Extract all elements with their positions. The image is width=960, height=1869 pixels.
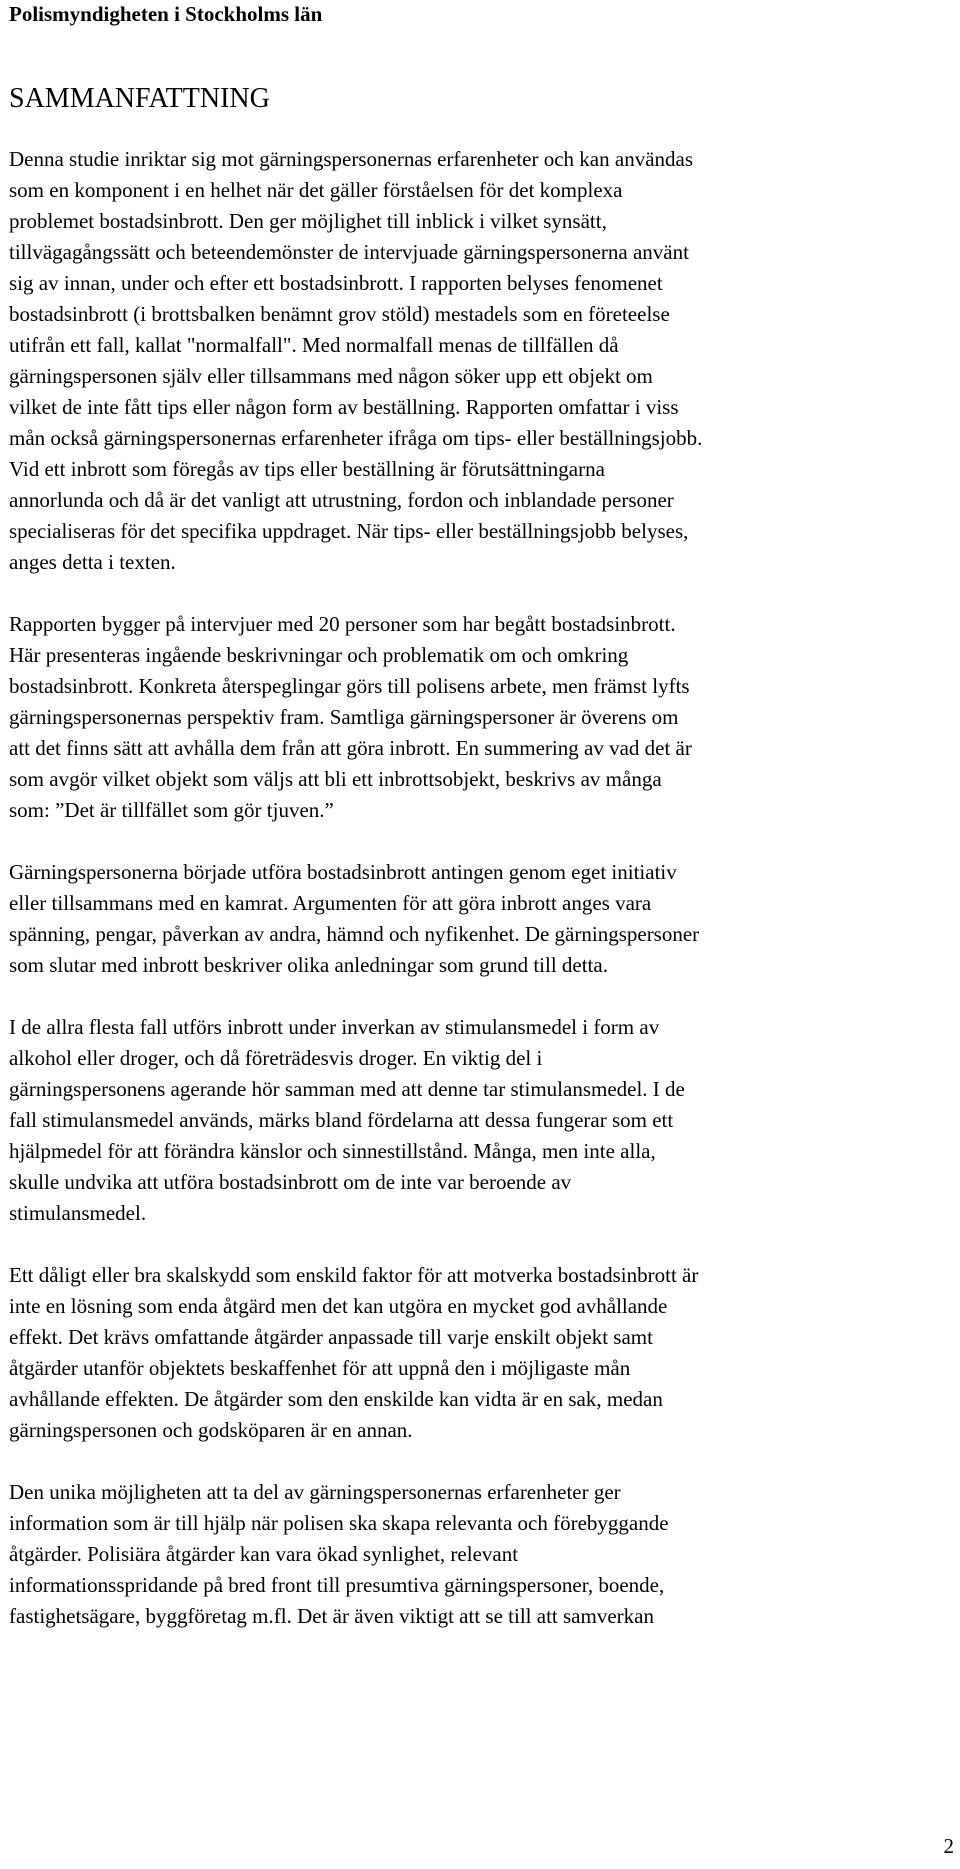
paragraph: Rapporten bygger på intervjuer med 20 personer som har begått bostadsinbrott. Här presenteras ingående beskrivningar och problematik om och omkring bostadsinbrott. Konkreta återspeglingar görs till polisens arbete, men främst lyfts gärningspersonernas perspektiv fram. Samtliga gärningspersoner är överens om att det finns sätt att avhålla dem från att göra inbrott. En summering av vad det är som avgör vilket objekt som väljs att bli ett inbrottsobjekt, beskrivs av många som: ”Det är tillfället som gör tjuven.” bbox=[9, 612, 692, 822]
paragraph: Den unika möjligheten att ta del av gärningspersonernas erfarenheter ger information som är till hjälp när polisen ska skapa relevanta och förebyggande åtgärder. Polisiära åtgärder kan vara ökad synlighet, relevant informationsspridande på bred front till presumtiva gärningspersoner, boende, fastighetsägare, byggföretag m.fl. Det är även viktigt att se till att samverkan bbox=[9, 1480, 669, 1628]
paragraph: Gärningspersonerna började utföra bostadsinbrott antingen genom eget initiativ eller tillsammans med en kamrat. Argumenten för att göra inbrott anges vara spänning, pengar, påverkan av andra, hämnd och nyfikenhet. De gärningspersoner som slutar med inbrott beskriver olika anledningar som grund till detta. bbox=[9, 860, 700, 977]
paragraph: Ett dåligt eller bra skalskydd som enskild faktor för att motverka bostadsinbrott är inte en lösning som enda åtgärd men det kan utgöra en mycket god avhållande effekt. Det krävs omfattande åtgärder anpassade till varje enskilt objekt samt åtgärder utanför objektets beskaffenhet för att uppnå den i möjligaste mån avhållande effekten. De åtgärder som den enskilde kan vidta är en sak, medan gärningspersonen och godsköparen är en annan. bbox=[9, 1263, 699, 1442]
paragraph: I de allra flesta fall utförs inbrott under inverkan av stimulansmedel i form av alkohol eller droger, och då företrädesvis droger. En viktig del i gärningspersonens agerande hör samman med att denne tar stimulansmedel. I de fall stimulansmedel används, märks bland fördelarna att dessa fungerar som ett hjälpmedel för att förändra känslor och sinnestillstånd. Många, men inte alla, skulle undvika att utföra bostadsinbrott om de inte var beroende av stimulansmedel. bbox=[9, 1015, 685, 1225]
page-number: 2 bbox=[943, 1834, 954, 1858]
paragraph: Denna studie inriktar sig mot gärningspersonernas erfarenheter och kan användas som en komponent i en helhet när det gäller förståelsen för det komplexa problemet bostadsinbrott. Den ger möjlighet till inblick i vilket synsätt, tillvägagångssätt och beteendemönster de intervjuade gärningspersonerna använt sig av innan, under och efter ett bostadsinbrott. I rapporten belyses fenomenet bostadsinbrott (i brottsbalken benämnt grov stöld) mestadels som en företeelse utifrån ett fall, kallat "normalfall". Med normalfall menas de tillfällen då gärningspersonen själv eller tillsammans med någon söker upp ett objekt om vilket de inte fått tips eller någon form av beställning. Rapporten omfattar i viss mån också gärningspersonernas erfarenheter ifråga om tips- eller beställningsjobb. Vid ett inbrott som föregås av tips eller beställning är förutsättningarna annorlunda och då är det vanligt att utrustning, fordon och inblandade personer specialiseras för det specifika uppdraget. När tips- eller beställningsjobb belyses, anges detta i texten. bbox=[9, 147, 703, 574]
document-body bbox=[9, 144, 955, 1663]
page-header: Polismyndigheten i Stockholms län bbox=[9, 2, 323, 26]
section-title: SAMMANFATTNING bbox=[9, 83, 270, 114]
